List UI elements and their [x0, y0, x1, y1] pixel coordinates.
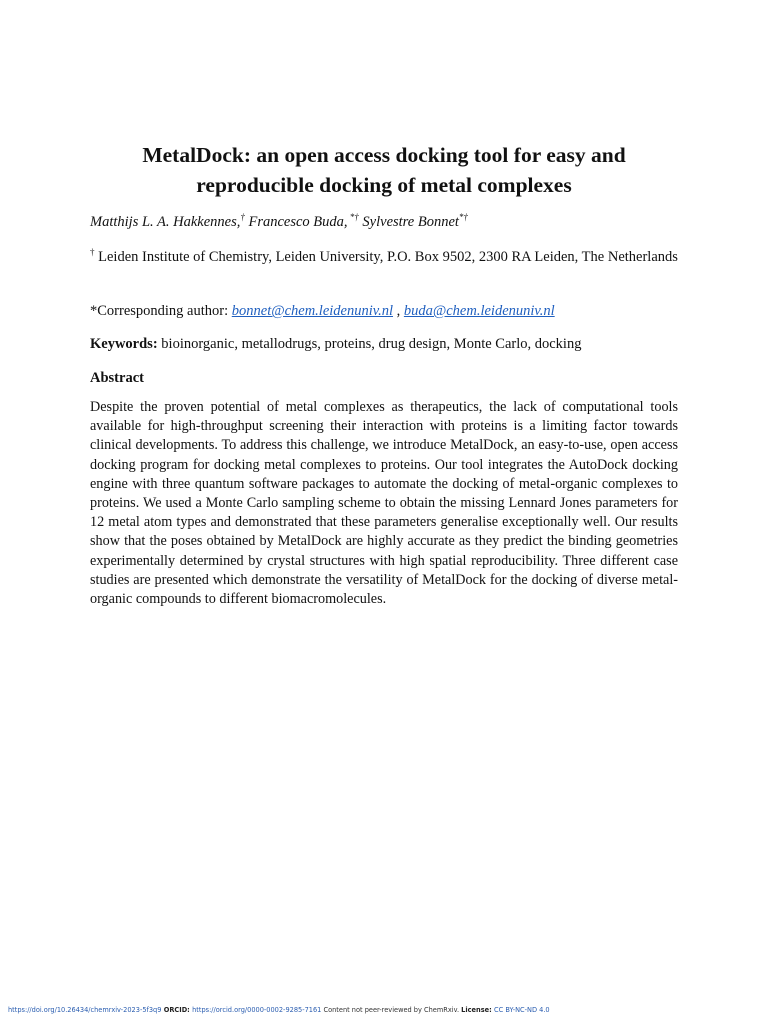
author-mark: *† [458, 212, 468, 223]
doi-link[interactable]: https://doi.org/10.26434/chemrxiv-2023-5f3q9 [8, 1006, 162, 1014]
license-label: License: [461, 1006, 495, 1014]
abstract-body: Despite the proven potential of metal complexes as therapeutics, the lack of computational tools available for high-throughput screening their interaction with proteins is a limiting factor towards clinical developments. To address this challenge, we introduce MetalDock, an easy-to-use, open access docking program for docking metal complexes to proteins. Our tool integrates the AutoDock docking engine with three quantum software packages to automate the docking of metal-organic complexes to proteins. We used a Monte Carlo sampling scheme to obtain the missing Lennard Jones parameters for 12 metal atom types and demonstrated that these parameters generalise exceptionally well. Our results show that the poses obtained by MetalDock are highly accurate as they predict the binding geometries experimentally determined by crystal structures with high spatial reproducibility. Three different case studies are presented which demonstrate the versatility of MetalDock for the docking of diverse metal-organic compounds to different biomacromolecules. [90, 399, 678, 608]
author-mark: † [240, 212, 245, 223]
author-list [90, 212, 468, 232]
orcid-label: ORCID: [161, 1006, 193, 1014]
peer-review-note: Content not peer-reviewed by ChemRxiv. [321, 1006, 462, 1014]
page-footer [8, 1005, 550, 1015]
orcid-link[interactable]: https://orcid.org/0000-0002-9285-7161 [192, 1006, 322, 1014]
email-separator: , [393, 303, 404, 319]
corresponding-author [90, 301, 555, 321]
affiliation-mark: † [90, 247, 95, 258]
keywords-text: bioinorganic, metallodrugs, proteins, drug design, Monte Carlo, docking [157, 336, 582, 352]
license-link[interactable]: CC BY-NC-ND 4.0 [494, 1006, 550, 1014]
title-line-1: MetalDock: an open access docking tool for easy and [142, 143, 626, 167]
paper-title [90, 140, 678, 200]
author-name: Sylvestre Bonnet [358, 214, 459, 230]
author-mark: *† [347, 212, 359, 223]
email-link-bonnet[interactable]: bonnet@chem.leidenuniv.nl [231, 303, 394, 319]
keywords [90, 334, 581, 354]
author-name: Francesco Buda, [244, 214, 348, 230]
abstract-heading: Abstract [90, 370, 144, 386]
title-line-2: reproducible docking of metal complexes [196, 173, 572, 197]
affiliation [90, 247, 678, 267]
corresponding-label: *Corresponding author: [90, 303, 232, 319]
keywords-label: Keywords: [90, 336, 158, 352]
author-name: Matthijs L. A. Hakkennes, [90, 214, 241, 230]
email-link-buda[interactable]: buda@chem.leidenuniv.nl [403, 303, 555, 319]
affiliation-text: Leiden Institute of Chemistry, Leiden University, P.O. Box 9502, 2300 RA Leiden, The Netherlands [94, 249, 678, 265]
